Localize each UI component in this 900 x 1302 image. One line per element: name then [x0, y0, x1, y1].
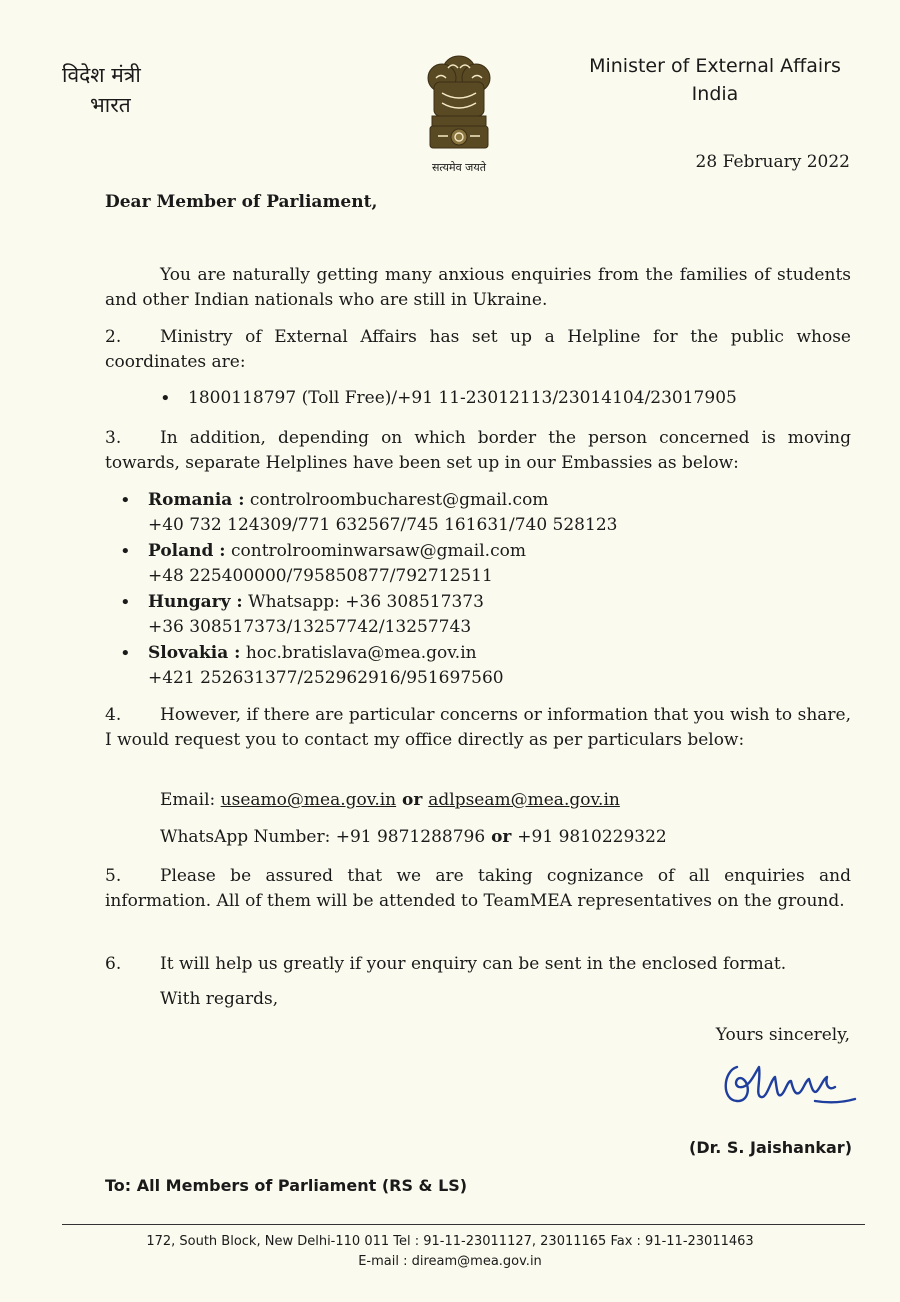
office-line-2: India	[691, 83, 739, 105]
signatory-name: (Dr. S. Jaishankar)	[689, 1138, 852, 1157]
embassy-phones: +36 308517373/13257742/13257743	[148, 617, 472, 637]
paragraph-5-number: 5.	[105, 866, 122, 886]
embassy-country: Slovakia :	[148, 643, 241, 663]
paragraph-2	[105, 325, 851, 375]
embassy-romania	[148, 488, 848, 538]
paragraph-6-text: It will help us greatly if your enquiry can be sent in the enclosed format.	[160, 954, 787, 974]
embassy-list	[148, 488, 848, 692]
contact-email-line	[160, 790, 620, 810]
or-text: or	[396, 790, 429, 810]
paragraph-3-text: In addition, depending on which border the person concerned is moving towards, separate Helplines have been set up in our Embassies as below:	[105, 428, 851, 473]
paragraph-4	[105, 703, 851, 753]
whatsapp-label: WhatsApp Number:	[160, 827, 336, 847]
hindi-title	[62, 60, 141, 120]
footer-address: 172, South Block, New Delhi-110 011 Tel : 91-11-23011127, 23011165 Fax : 91-11-23011463	[146, 1234, 754, 1249]
paragraph-1-text: You are naturally getting many anxious enquiries from the families of students and other Indian nationals who are still in Ukraine.	[105, 265, 851, 310]
helpline-numbers: 1800118797 (Toll Free)/+91 11-23012113/23014104/23017905	[188, 388, 737, 408]
embassy-email: hoc.bratislava@mea.gov.in	[240, 643, 477, 663]
or-text: or	[485, 827, 518, 847]
paragraph-5-text: Please be assured that we are taking cognizance of all enquiries and information. All of them will be attended to TeamMEA representatives on the ground.	[105, 866, 851, 911]
embassy-country: Romania :	[148, 490, 245, 510]
paragraph-6	[105, 952, 851, 977]
paragraph-2-number: 2.	[105, 327, 122, 347]
with-regards: With regards,	[160, 989, 279, 1009]
national-emblem-icon	[418, 48, 500, 178]
embassy-email: controlroombucharest@gmail.com	[244, 490, 549, 510]
contact-whatsapp-line	[160, 827, 667, 847]
recipients-line: To: All Members of Parliament (RS & LS)	[105, 1176, 468, 1195]
paragraph-3-number: 3.	[105, 428, 122, 448]
footer-divider	[62, 1224, 865, 1225]
embassy-country: Hungary :	[148, 592, 243, 612]
footer-email: E-mail : diream@mea.gov.in	[358, 1254, 542, 1269]
embassy-phones: +40 732 124309/771 632567/745 161631/740 528123	[148, 515, 618, 535]
helpline-bullet	[188, 388, 737, 408]
paragraph-4-text: However, if there are particular concerns or information that you wish to share, I would request you to contact my office directly as per particulars below:	[105, 705, 851, 750]
whatsapp-number-1: +91 9871288796	[335, 827, 486, 847]
hindi-line-1: विदेश मंत्री	[62, 63, 141, 87]
embassy-whatsapp: Whatsapp: +36 308517373	[242, 592, 484, 612]
paragraph-5	[105, 864, 851, 914]
embassy-poland	[148, 539, 848, 589]
paragraph-2-text: Ministry of External Affairs has set up a Helpline for the public whose coordinates are:	[105, 327, 851, 372]
office-line-1: Minister of External Affairs	[589, 55, 841, 77]
paragraph-1	[105, 263, 851, 313]
embassy-email: controlroominwarsaw@gmail.com	[225, 541, 526, 561]
yours-sincerely: Yours sincerely,	[715, 1025, 850, 1045]
embassy-hungary	[148, 590, 848, 640]
paragraph-3	[105, 426, 851, 476]
embassy-phones: +421 252631377/252962916/951697560	[148, 668, 504, 688]
whatsapp-number-2: +91 9810229322	[517, 827, 667, 847]
embassy-country: Poland :	[148, 541, 226, 561]
email-link-1[interactable]: useamo@mea.gov.in	[220, 790, 397, 810]
hindi-line-2: भारत	[90, 93, 131, 117]
office-title	[560, 52, 870, 108]
salutation: Dear Member of Parliament,	[105, 192, 378, 212]
email-link-2[interactable]: adlpseam@mea.gov.in	[428, 790, 620, 810]
letter-date: 28 February 2022	[695, 152, 850, 172]
embassy-phones: +48 225400000/795850877/792712511	[148, 566, 493, 586]
signature-icon	[715, 1045, 865, 1120]
emblem-motto: सत्यमेव जयते	[431, 161, 486, 174]
embassy-slovakia	[148, 641, 848, 691]
paragraph-4-number: 4.	[105, 705, 122, 725]
paragraph-6-number: 6.	[105, 954, 122, 974]
email-label: Email:	[160, 790, 221, 810]
